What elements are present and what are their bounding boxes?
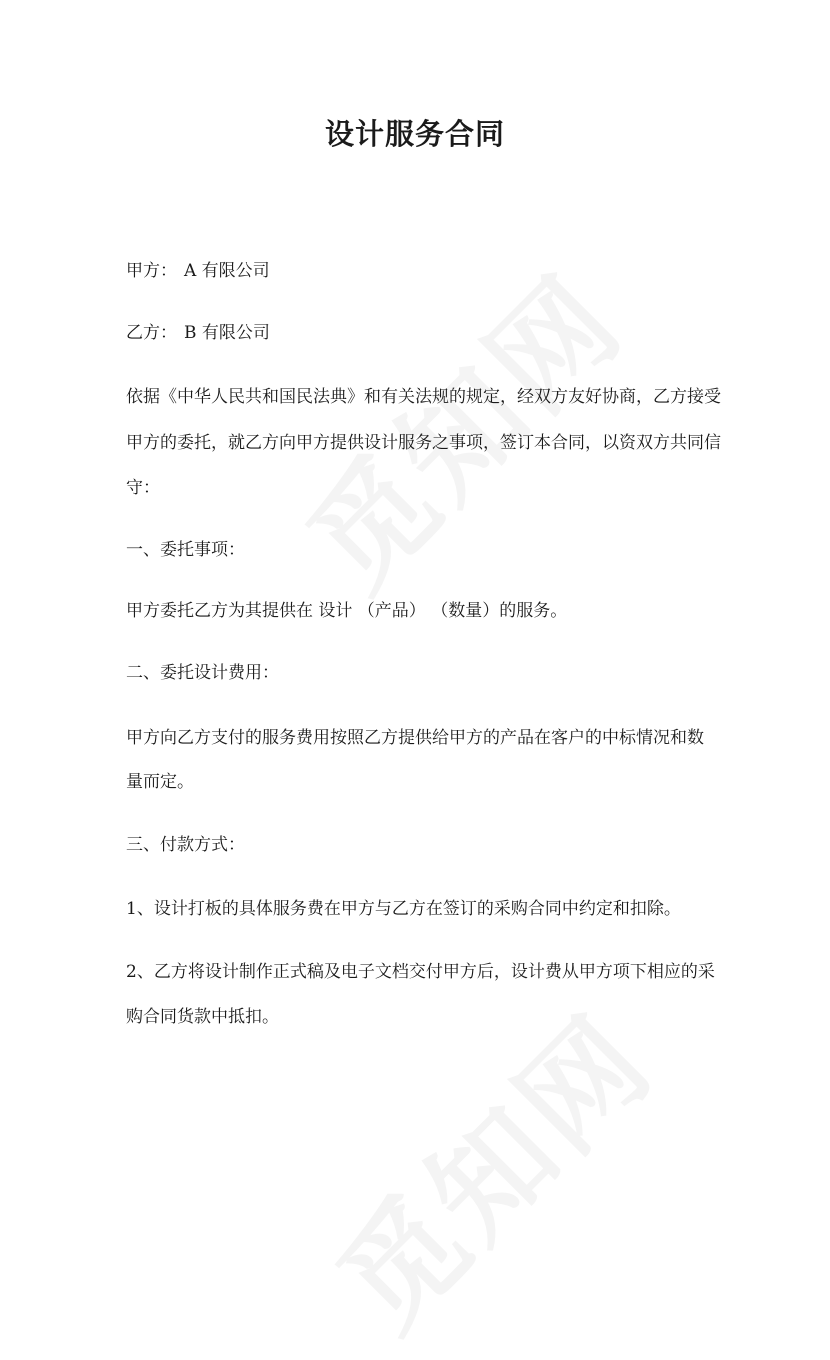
party-a-name: A 有限公司 xyxy=(184,261,270,281)
watermark xyxy=(265,232,654,621)
party-a-label: 甲方： xyxy=(126,261,177,281)
section-3-item-1: 1、设计打板的具体服务费在甲方与乙方在签订的采购合同中约定和扣除。 xyxy=(126,899,681,919)
section-3-heading: 三、付款方式： xyxy=(126,835,245,855)
party-b-line xyxy=(126,321,716,345)
section-1-heading: 一、委托事项： xyxy=(126,540,245,560)
preamble-line-1: 依据《中华人民共和国民法典》和有关法规的规定，经双方友好协商，乙方接受 xyxy=(126,387,721,407)
section-1-body: 甲方委托乙方为其提供在 设计 （产品） （数量）的服务。 xyxy=(126,601,568,621)
section-2-body-line-2: 量而定。 xyxy=(126,772,194,792)
section-3-item-2-line-1: 2、乙方将设计制作正式稿及电子文档交付甲方后，设计费从甲方项下相应的采 xyxy=(126,962,715,982)
document-title: 设计服务合同 xyxy=(324,117,505,151)
party-b-label: 乙方： xyxy=(126,323,177,343)
preamble-line-2: 甲方的委托，就乙方向甲方提供设计服务之事项，签订本合同，以资双方共同信 xyxy=(126,433,721,453)
section-2-body-line-1: 甲方向乙方支付的服务费用按照乙方提供给甲方的产品在客户的中标情况和数 xyxy=(126,728,704,748)
section-3-item-2-line-2: 购合同货款中抵扣。 xyxy=(126,1007,279,1027)
preamble-line-3: 守： xyxy=(126,478,160,498)
party-b-name: B 有限公司 xyxy=(184,323,270,343)
watermark xyxy=(295,972,684,1360)
section-2-heading: 二、委托设计费用： xyxy=(126,663,279,683)
party-a-line xyxy=(126,259,716,283)
